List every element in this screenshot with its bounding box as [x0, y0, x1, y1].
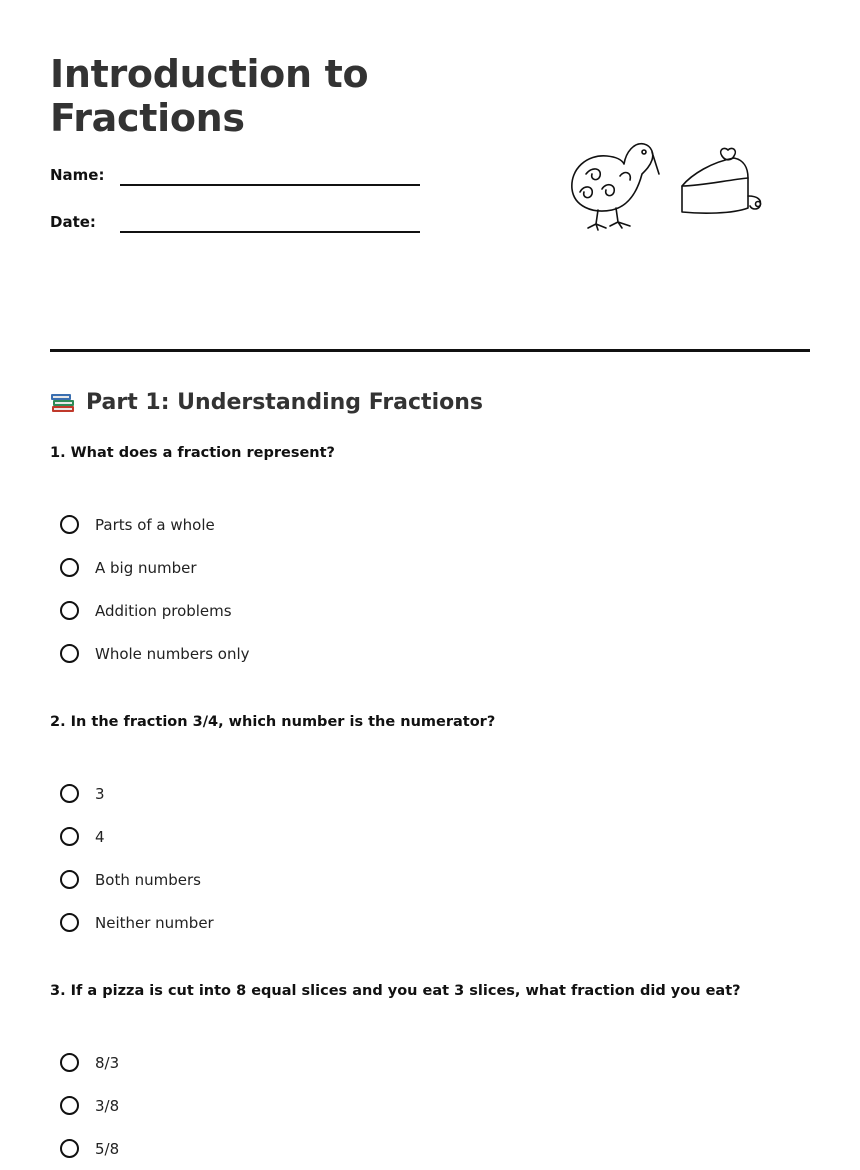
option-label: 3: [95, 784, 105, 803]
books-icon: [50, 389, 76, 415]
name-field-row: [50, 166, 430, 196]
name-label: Name:: [50, 166, 105, 184]
option-label: Addition problems: [95, 601, 232, 620]
option-item[interactable]: [60, 589, 250, 632]
option-item[interactable]: [60, 546, 250, 589]
options-list: [60, 1041, 119, 1170]
radio-button[interactable]: [60, 1139, 79, 1158]
name-line[interactable]: [120, 184, 420, 186]
question-text: 3. If a pizza is cut into 8 equal slices and you eat 3 slices, what fraction did you eat?: [50, 983, 741, 999]
option-label: Parts of a whole: [95, 515, 215, 534]
radio-button[interactable]: [60, 870, 79, 889]
option-item[interactable]: [60, 632, 250, 675]
radio-button[interactable]: [60, 601, 79, 620]
option-label: A big number: [95, 558, 197, 577]
option-item[interactable]: [60, 1127, 119, 1170]
option-item[interactable]: [60, 772, 214, 815]
kiwi-bird-icon: [572, 144, 659, 230]
option-item[interactable]: [60, 901, 214, 944]
page-title: Introduction to Fractions: [50, 52, 369, 140]
radio-button[interactable]: [60, 784, 79, 803]
section-title: Part 1: Understanding Fractions: [86, 389, 483, 415]
radio-button[interactable]: [60, 515, 79, 534]
question-text: 2. In the fraction 3/4, which number is the numerator?: [50, 714, 496, 730]
radio-button[interactable]: [60, 913, 79, 932]
option-label: Neither number: [95, 913, 214, 932]
option-item[interactable]: [60, 815, 214, 858]
option-label: 8/3: [95, 1053, 120, 1072]
question-2: [50, 714, 830, 932]
option-item[interactable]: [60, 503, 250, 546]
option-item[interactable]: [60, 1041, 119, 1084]
option-label: 3/8: [95, 1096, 120, 1115]
option-label: 5/8: [95, 1139, 120, 1158]
radio-button[interactable]: [60, 644, 79, 663]
cake-slice-icon: [682, 148, 761, 213]
option-item[interactable]: [60, 1084, 119, 1127]
header-divider: [50, 349, 810, 352]
radio-button[interactable]: [60, 558, 79, 577]
date-line[interactable]: [120, 231, 420, 233]
header-illustration: [562, 134, 772, 238]
options-list: [60, 772, 214, 944]
question-text: 1. What does a fraction represent?: [50, 445, 335, 461]
option-label: Whole numbers only: [95, 644, 250, 663]
date-field-row: [50, 213, 430, 243]
radio-button[interactable]: [60, 1053, 79, 1072]
option-label: Both numbers: [95, 870, 201, 889]
question-3: [50, 983, 830, 1158]
option-item[interactable]: [60, 858, 214, 901]
section-heading: [50, 389, 483, 415]
radio-button[interactable]: [60, 827, 79, 846]
options-list: [60, 503, 250, 675]
kiwi-and-cake-illustration: [562, 134, 772, 234]
option-label: 4: [95, 827, 105, 846]
radio-button[interactable]: [60, 1096, 79, 1115]
question-1: [50, 445, 830, 663]
date-label: Date:: [50, 213, 96, 231]
